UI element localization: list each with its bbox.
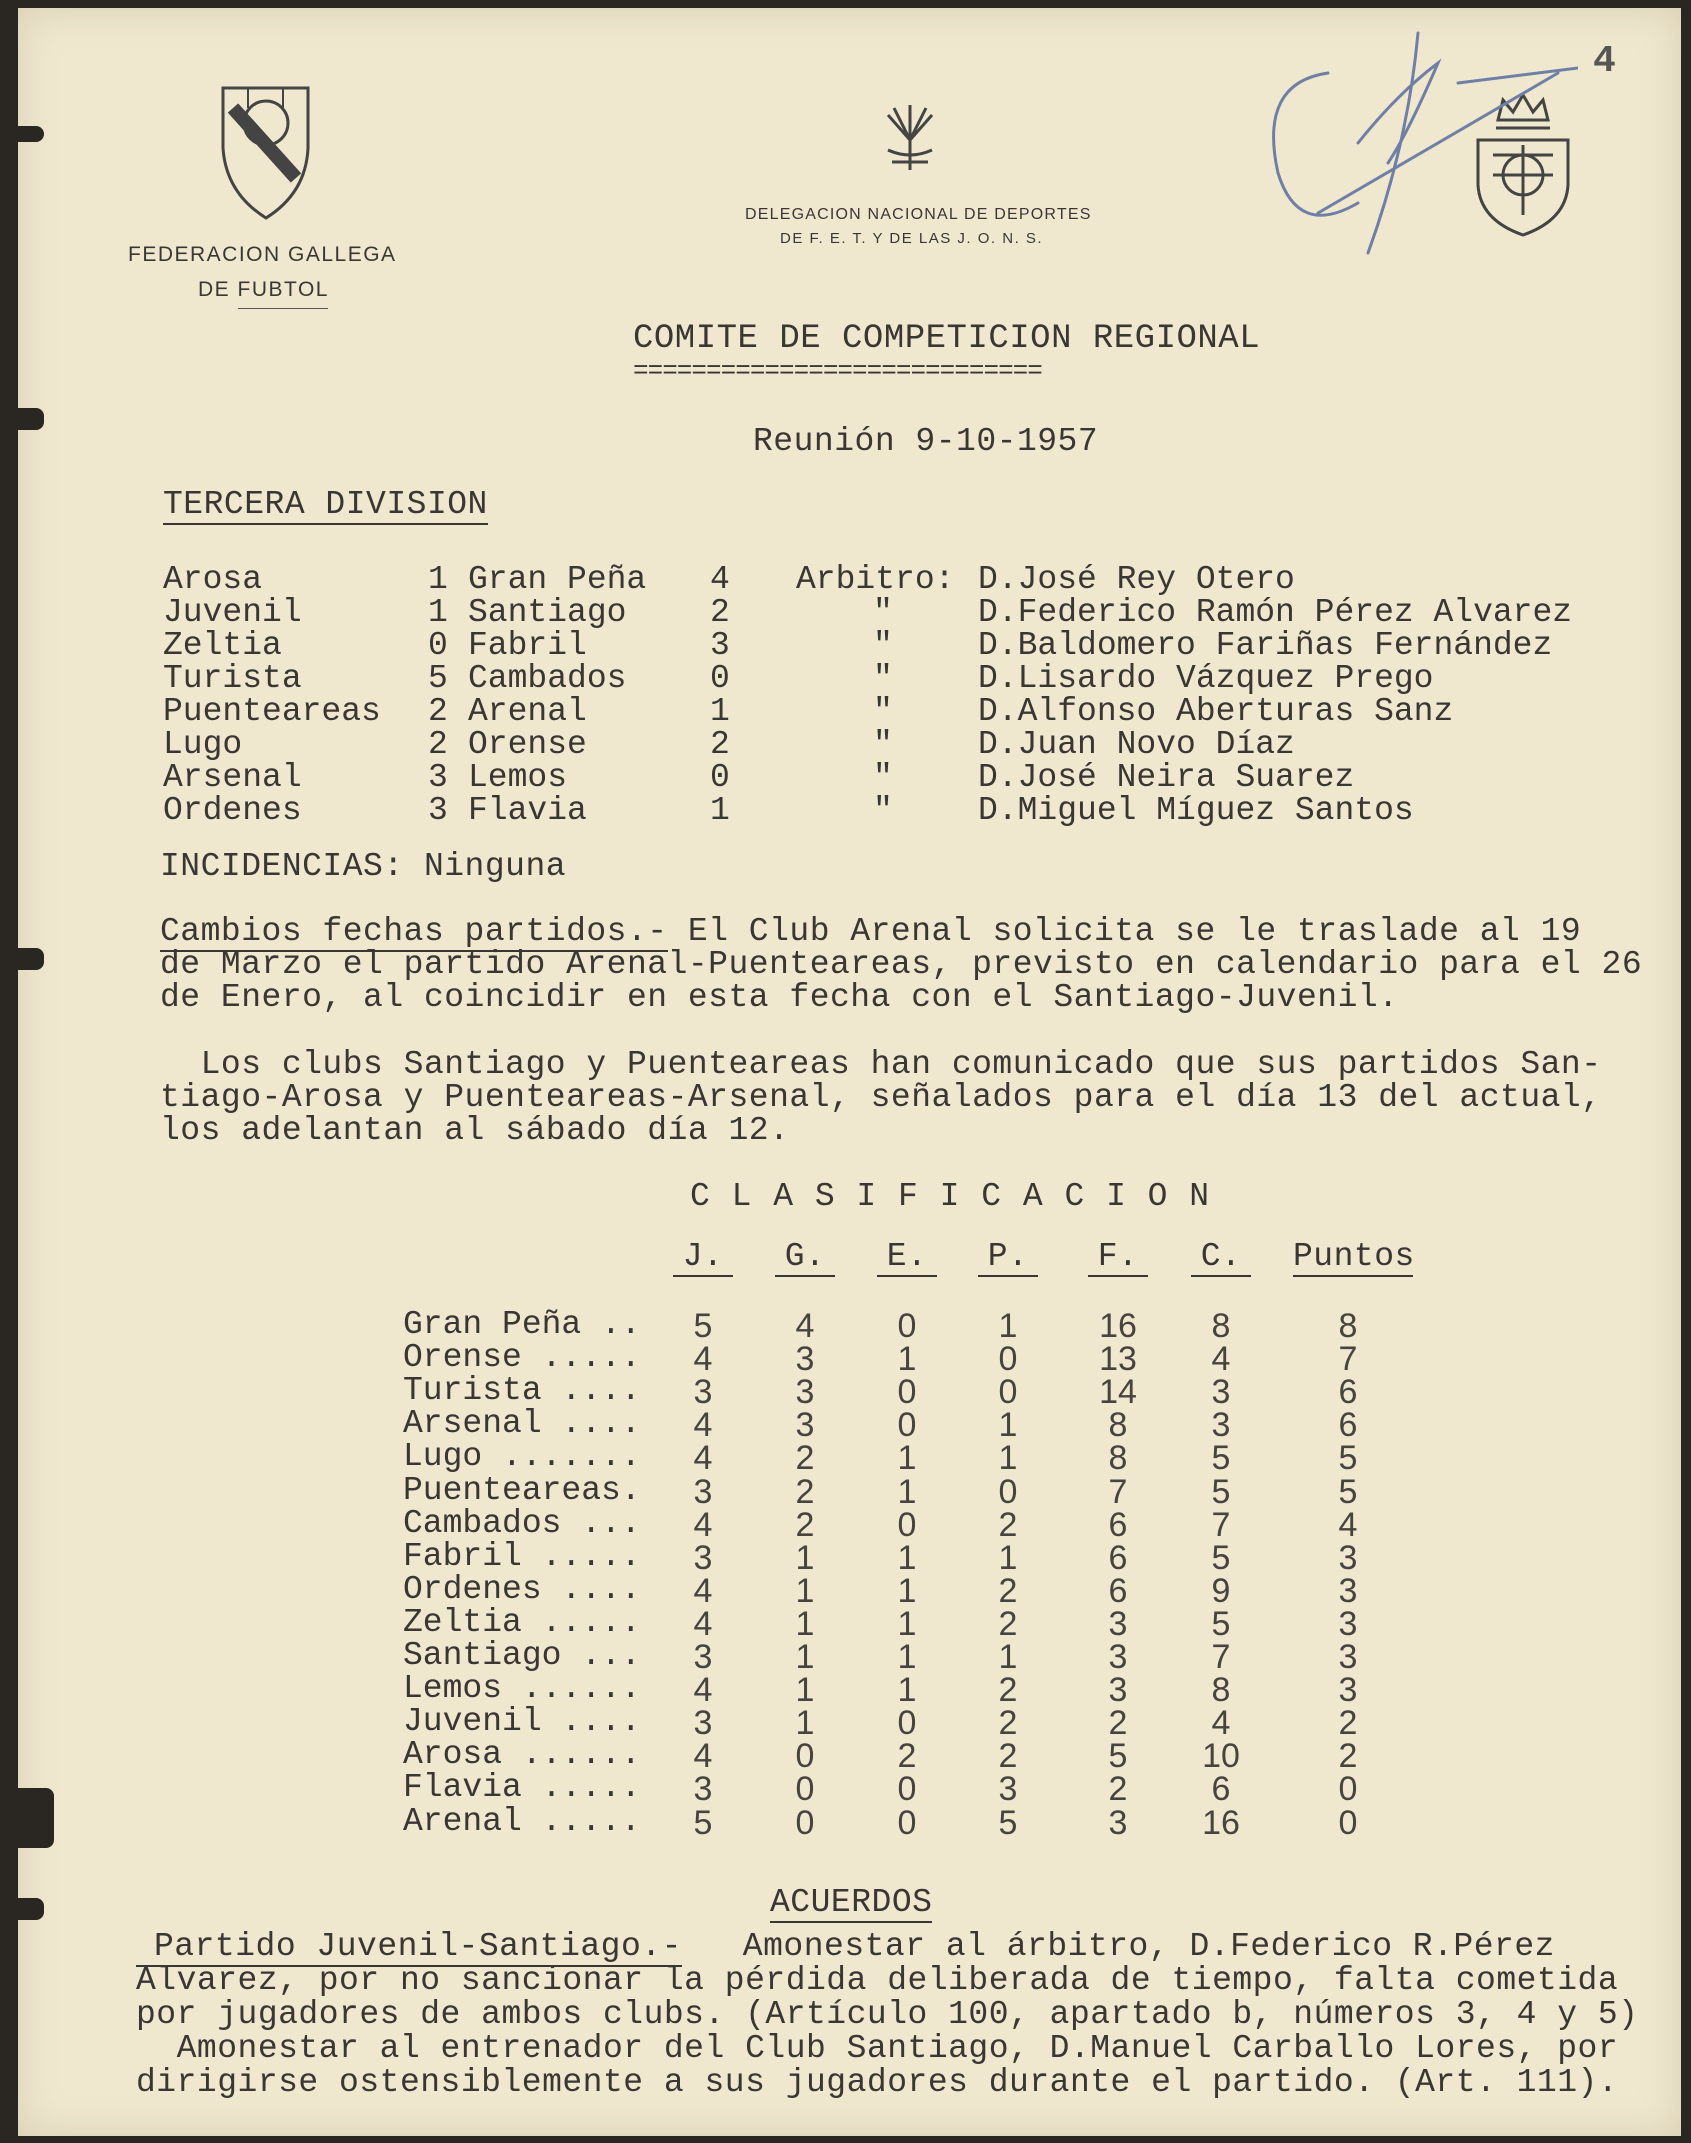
standings-cell: 4 [693, 1340, 713, 1379]
standings-cell: 1 [998, 1538, 1018, 1577]
standings-cell: 0 [998, 1340, 1018, 1379]
ditto-mark: " [873, 660, 893, 697]
result-home-team: Ordenes [163, 792, 302, 829]
result-home-score: 1 [428, 561, 448, 598]
standings-team: Juvenil .... [403, 1703, 641, 1741]
result-home-team: Zeltia [163, 627, 282, 664]
standings-cell: 3 [1338, 1538, 1358, 1577]
standings-cell: 5 [693, 1307, 713, 1345]
committee-title: COMITE DE COMPETICION REGIONAL [633, 320, 1261, 358]
ditto-mark: " [873, 792, 893, 829]
standings-header-1: G. [775, 1238, 835, 1277]
standings-cell: 3 [998, 1770, 1018, 1809]
result-away-score: 2 [710, 594, 730, 631]
standings-cell: 3 [1338, 1571, 1358, 1610]
result-away-team: Santiago [468, 594, 627, 631]
result-referee: D.Federico Ramón Pérez Alvarez [978, 594, 1573, 631]
result-referee: D.Juan Novo Díaz [978, 726, 1295, 763]
standings-cell: 5 [998, 1803, 1018, 1842]
federation-name-line2: DE FUBTOL [198, 278, 329, 301]
standings-cell: 4 [1211, 1704, 1231, 1743]
standings-team: Santiago ... [403, 1637, 641, 1674]
standings-cell: 1 [795, 1671, 815, 1710]
standings-cell: 2 [795, 1505, 815, 1544]
standings-cell: 14 [1099, 1373, 1137, 1412]
standings-cell: 3 [693, 1638, 713, 1676]
binder-hole [18, 126, 44, 142]
standings-cell: 2 [795, 1439, 815, 1478]
clubs-paragraph-line3: los adelantan al sábado día 12. [160, 1112, 790, 1149]
result-home-score: 1 [428, 594, 448, 631]
result-home-team: Arosa [163, 561, 263, 598]
federation-name-line1: FEDERACION GALLEGA [128, 243, 397, 266]
standings-cell: 4 [693, 1737, 713, 1776]
standings-cell: 0 [795, 1770, 815, 1809]
standings-cell: 0 [998, 1373, 1018, 1412]
standings-cell: 5 [1211, 1604, 1231, 1643]
standings-team: Cambados ... [403, 1504, 641, 1542]
result-away-team: Orense [468, 726, 587, 763]
standings-cell: 1 [795, 1704, 815, 1743]
result-home-score: 0 [428, 627, 448, 664]
standings-cell: 2 [795, 1472, 815, 1511]
result-home-score: 3 [428, 792, 448, 829]
standings-cell: 2 [998, 1505, 1018, 1544]
federation-underline [238, 308, 328, 309]
standings-cell: 5 [1338, 1439, 1358, 1478]
clubs-paragraph-line1: Los clubs Santiago y Puenteareas han comunicado que sus partidos San- [160, 1046, 1602, 1083]
result-away-score: 3 [710, 627, 730, 664]
standings-cell: 2 [998, 1704, 1018, 1743]
standings-cell: 3 [1211, 1406, 1231, 1445]
binder-hole [18, 1898, 44, 1920]
meeting-date: Reunión 9-10-1957 [753, 423, 1099, 460]
cambios-heading: Cambios fechas partidos.- [160, 913, 668, 950]
ditto-mark: " [873, 594, 893, 631]
standings-cell: 3 [1211, 1373, 1231, 1412]
acuerdos-text1: Amonestar al árbitro, D.Federico R.Pérez [681, 1928, 1555, 1965]
standings-cell: 3 [693, 1538, 713, 1577]
standings-cell: 5 [693, 1803, 713, 1842]
standings-cell: 2 [998, 1671, 1018, 1710]
ditto-mark: " [873, 693, 893, 730]
standings-cell: 4 [693, 1604, 713, 1643]
result-referee: D.José Rey Otero [978, 561, 1295, 598]
result-referee: D.José Neira Suarez [978, 759, 1355, 796]
result-referee: D.Baldomero Fariñas Fernández [978, 627, 1553, 664]
standings-cell: 8 [1338, 1307, 1358, 1345]
standings-cell: 3 [1108, 1638, 1128, 1676]
result-away-team: Arenal [468, 693, 587, 730]
result-home-score: 3 [428, 759, 448, 796]
standings-cell: 8 [1108, 1406, 1128, 1445]
standings-cell: 3 [795, 1340, 815, 1379]
acuerdos-line3: por jugadores de ambos clubs. (Artículo 100, apartado b, números 3, 4 y 5) [136, 1996, 1639, 2033]
standings-cell: 4 [693, 1505, 713, 1544]
standings-cell: 5 [1211, 1472, 1231, 1511]
standings-cell: 6 [1338, 1373, 1358, 1412]
standings-cell: 8 [1211, 1307, 1231, 1345]
standings-cell: 1 [998, 1406, 1018, 1445]
standings-cell: 1 [897, 1604, 917, 1643]
result-away-team: Gran Peña [468, 561, 647, 598]
incidencias-line: INCIDENCIAS: Ninguna [160, 848, 567, 885]
result-referee: D.Miguel Míguez Santos [978, 792, 1414, 829]
standings-header-2: E. [877, 1238, 937, 1277]
standings-cell: 3 [693, 1373, 713, 1412]
standings-cell: 2 [897, 1737, 917, 1776]
result-home-score: 2 [428, 726, 448, 763]
standings-cell: 8 [1108, 1439, 1128, 1478]
standings-cell: 1 [897, 1671, 917, 1710]
standings-cell: 3 [1108, 1803, 1128, 1842]
standings-cell: 2 [998, 1571, 1018, 1610]
standings-cell: 3 [693, 1704, 713, 1743]
result-home-team: Lugo [163, 726, 243, 763]
standings-cell: 1 [998, 1638, 1018, 1676]
clubs-paragraph-line2: tiago-Arosa y Puenteareas-Arsenal, señalados para el día 13 del actual, [160, 1079, 1602, 1116]
division-heading: TERCERA DIVISION [163, 486, 488, 523]
standings-cell: 0 [897, 1770, 917, 1809]
standings-cell: 4 [1338, 1505, 1358, 1544]
standings-cell: 2 [1338, 1704, 1358, 1743]
standings-cell: 2 [1108, 1770, 1128, 1809]
standings-cell: 7 [1211, 1505, 1231, 1544]
ditto-mark: " [873, 627, 893, 664]
delegation-line2: DE F. E. T. Y DE LAS J. O. N. S. [780, 230, 1044, 247]
standings-team: Arosa ...... [403, 1736, 641, 1774]
binder-hole [18, 408, 44, 430]
standings-cell: 5 [1211, 1439, 1231, 1478]
standings-cell: 1 [897, 1571, 917, 1610]
standings-team: Flavia ..... [403, 1769, 641, 1807]
standings-cell: 3 [693, 1770, 713, 1809]
standings-cell: 4 [693, 1571, 713, 1610]
standings-header-3: P. [978, 1238, 1038, 1277]
standings-cell: 6 [1108, 1505, 1128, 1544]
standings-cell: 0 [1338, 1803, 1358, 1842]
standings-cell: 1 [795, 1638, 815, 1676]
binder-hole [18, 1788, 54, 1848]
standings-cell: 3 [1338, 1638, 1358, 1676]
standings-cell: 7 [1108, 1472, 1128, 1511]
standings-cell: 0 [897, 1373, 917, 1412]
standings-cell: 5 [1108, 1737, 1128, 1776]
standings-team: Ordenes .... [403, 1570, 641, 1608]
standings-cell: 2 [998, 1737, 1018, 1776]
standings-team: Lemos ...... [403, 1670, 641, 1708]
pencil-signature [1258, 23, 1578, 268]
result-home-team: Arsenal [163, 759, 302, 796]
yoke-arrows-emblem [880, 100, 940, 175]
result-referee: D.Lisardo Vázquez Prego [978, 660, 1434, 697]
standings-cell: 6 [1338, 1406, 1358, 1445]
standings-title: C L A S I F I C A C I O N [690, 1178, 1211, 1215]
standings-cell: 3 [1338, 1671, 1358, 1710]
standings-cell: 6 [1108, 1571, 1128, 1610]
standings-cell: 1 [897, 1538, 917, 1577]
standings-cell: 0 [998, 1472, 1018, 1511]
result-away-score: 1 [710, 792, 730, 829]
standings-cell: 5 [1211, 1538, 1231, 1577]
document-page [18, 8, 1681, 2136]
standings-cell: 4 [795, 1307, 815, 1345]
standings-cell: 6 [1108, 1538, 1128, 1577]
acuerdos-line1 [136, 1928, 1555, 1965]
result-away-score: 4 [710, 561, 730, 598]
result-away-team: Flavia [468, 792, 587, 829]
standings-header-0: J. [673, 1238, 733, 1277]
result-away-score: 0 [710, 759, 730, 796]
result-away-score: 1 [710, 693, 730, 730]
standings-cell: 1 [897, 1638, 917, 1676]
ditto-mark: " [873, 759, 893, 796]
standings-header-5: C. [1191, 1238, 1251, 1277]
standings-cell: 1 [897, 1439, 917, 1478]
binder-hole [18, 948, 44, 970]
result-away-score: 2 [710, 726, 730, 763]
cambios-line1 [160, 913, 1581, 950]
standings-header-6: Puntos [1293, 1238, 1415, 1275]
standings-team: Arsenal .... [403, 1405, 641, 1443]
cambios-text1: El Club Arenal solicita se le traslade al 19 [667, 913, 1582, 950]
result-away-team: Cambados [468, 660, 627, 697]
standings-cell: 2 [1108, 1704, 1128, 1743]
acuerdos-heading: Partido Juvenil-Santiago.- [136, 1928, 682, 1967]
standings-cell: 1 [998, 1439, 1018, 1478]
federation-shield-logo [218, 78, 313, 223]
standings-team: Lugo ....... [403, 1438, 641, 1476]
result-away-team: Lemos [468, 759, 568, 796]
standings-cell: 0 [897, 1307, 917, 1345]
standings-cell: 0 [897, 1406, 917, 1445]
standings-cell: 0 [897, 1803, 917, 1842]
standings-cell: 3 [1108, 1604, 1128, 1643]
standings-cell: 1 [795, 1571, 815, 1610]
standings-cell: 6 [1211, 1770, 1231, 1809]
result-home-score: 5 [428, 660, 448, 697]
title-double-rule: ============================ [633, 356, 1042, 386]
standings-cell: 16 [1099, 1307, 1137, 1345]
standings-cell: 0 [897, 1704, 917, 1743]
standings-cell: 7 [1338, 1340, 1358, 1379]
standings-cell: 4 [1211, 1340, 1231, 1379]
standings-cell: 2 [1338, 1737, 1358, 1776]
standings-cell: 7 [1211, 1638, 1231, 1676]
standings-cell: 0 [795, 1803, 815, 1842]
acuerdos-line5: dirigirse ostensiblemente a sus jugadores durante el partido. (Art. 111). [136, 2064, 1619, 2101]
standings-cell: 3 [693, 1472, 713, 1511]
standings-cell: 1 [795, 1538, 815, 1577]
standings-cell: 4 [693, 1439, 713, 1478]
standings-team: Zeltia ..... [403, 1603, 641, 1641]
standings-cell: 3 [795, 1406, 815, 1445]
acuerdos-title: ACUERDOS [770, 1884, 933, 1921]
standings-cell: 13 [1099, 1340, 1137, 1379]
arbitro-label: Arbitro: [796, 561, 955, 598]
standings-team: Arenal ..... [403, 1802, 641, 1840]
standings-cell: 0 [1338, 1770, 1358, 1809]
standings-cell: 1 [897, 1340, 917, 1379]
result-home-score: 2 [428, 693, 448, 730]
standings-cell: 2 [998, 1604, 1018, 1643]
standings-cell: 3 [1338, 1604, 1358, 1643]
standings-team: Gran Peña .. [403, 1306, 641, 1343]
standings-cell: 3 [1108, 1671, 1128, 1710]
standings-team: Puenteareas. [403, 1471, 641, 1509]
standings-cell: 8 [1211, 1671, 1231, 1710]
result-referee: D.Alfonso Aberturas Sanz [978, 693, 1454, 730]
acuerdos-line2: Alvarez, por no sancionar la pérdida deliberada de tiempo, falta cometida [136, 1962, 1619, 1999]
result-home-team: Puenteareas [163, 693, 381, 730]
standings-cell: 0 [795, 1737, 815, 1776]
standings-cell: 3 [795, 1373, 815, 1412]
standings-cell: 10 [1202, 1737, 1240, 1776]
standings-cell: 1 [998, 1307, 1018, 1345]
page-number: 4 [1593, 40, 1617, 83]
result-home-team: Juvenil [163, 594, 302, 631]
standings-cell: 1 [795, 1604, 815, 1643]
acuerdos-line4: Amonestar al entrenador del Club Santiago, D.Manuel Carballo Lores, por [136, 2030, 1619, 2067]
standings-cell: 4 [693, 1406, 713, 1445]
result-away-team: Fabril [468, 627, 587, 664]
standings-cell: 1 [897, 1472, 917, 1511]
standings-cell: 5 [1338, 1472, 1358, 1511]
delegation-line1: DELEGACION NACIONAL DE DEPORTES [745, 206, 1092, 223]
standings-cell: 9 [1211, 1571, 1231, 1610]
standings-cell: 16 [1202, 1803, 1240, 1842]
result-home-team: Turista [163, 660, 302, 697]
standings-cell: 4 [693, 1671, 713, 1710]
standings-cell: 0 [897, 1505, 917, 1544]
result-away-score: 0 [710, 660, 730, 697]
standings-team: Fabril ..... [403, 1537, 641, 1575]
cambios-line2: de Marzo el partido Arenal-Puenteareas, previsto en calendario para el 26 [160, 946, 1643, 983]
cambios-line3: de Enero, al coincidir en esta fecha con el Santiago-Juvenil. [160, 979, 1399, 1016]
standings-header-4: F. [1088, 1238, 1148, 1277]
ditto-mark: " [873, 726, 893, 763]
standings-team: Turista .... [403, 1372, 641, 1410]
standings-team: Orense ..... [403, 1339, 641, 1377]
